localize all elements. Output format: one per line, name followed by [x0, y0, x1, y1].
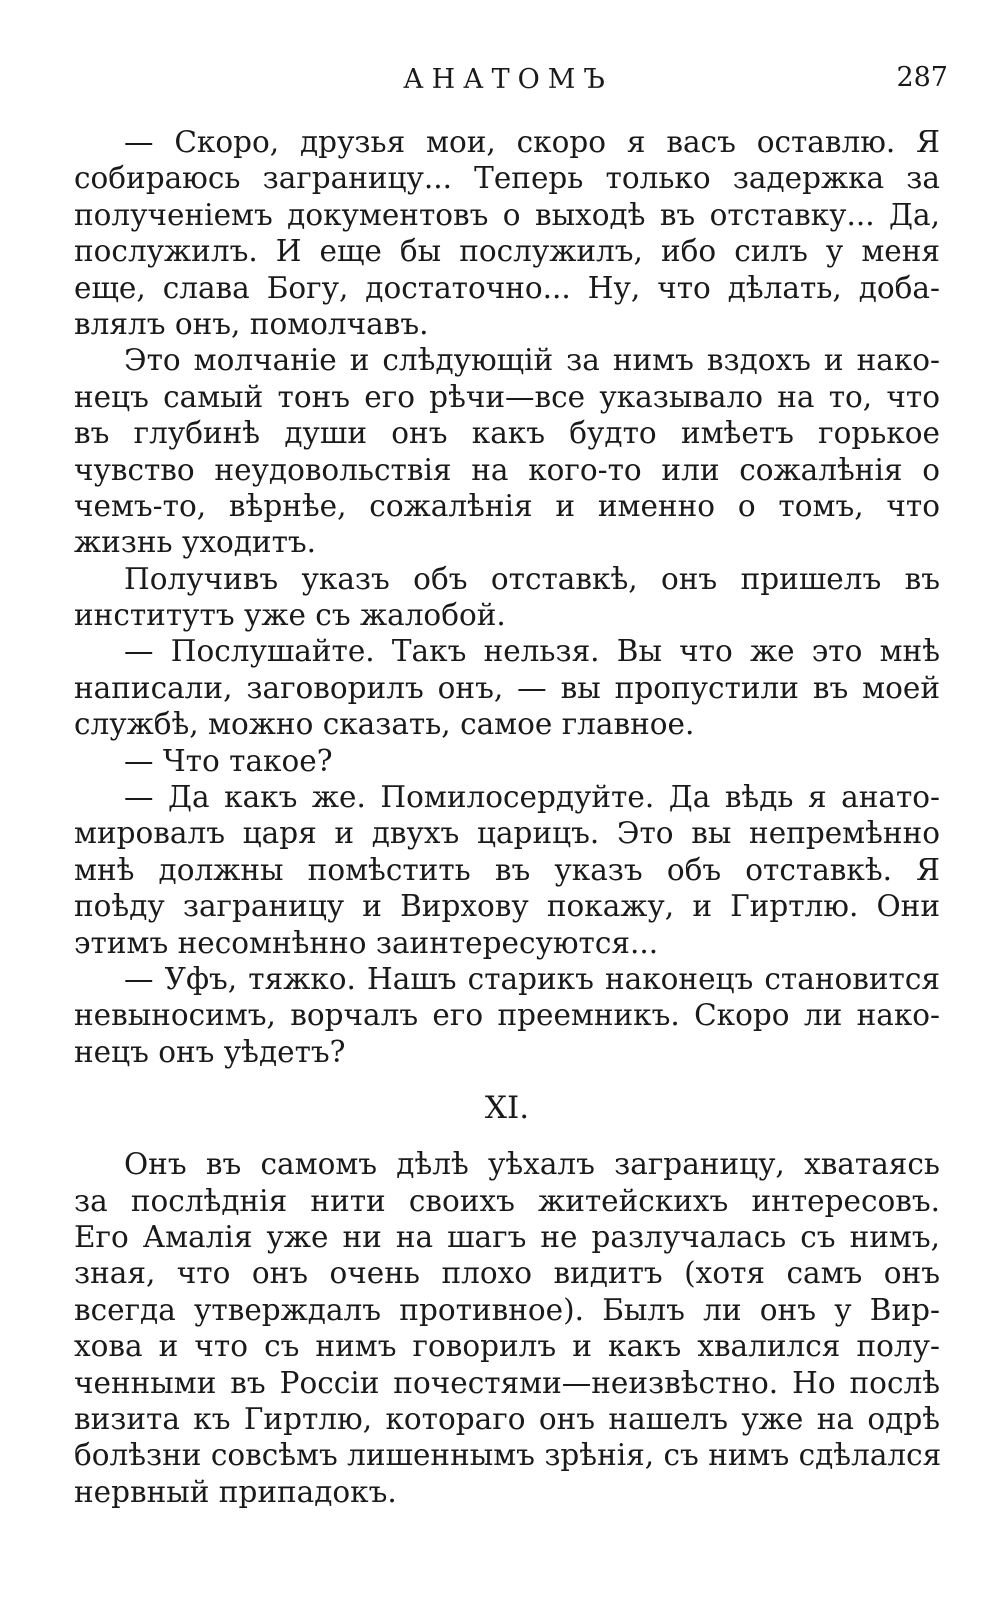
- text-line: Онъ въ самомъ дѣлѣ уѣхалъ заграницу, хватаясь: [124, 1147, 940, 1182]
- text-line: чувство неудовольствія на кого-то или сожалѣнія о: [74, 452, 940, 487]
- text-section-before-chapter: [74, 124, 940, 1070]
- text-line: этимъ несомнѣнно заинтересуются...: [74, 925, 659, 960]
- text-line: поѣду заграницу и Вирхову покажу, и Гиртлю. Они: [74, 889, 940, 924]
- text-line: — Уфъ, тяжко. Нашъ старикъ наконецъ становится: [124, 961, 940, 996]
- text-line: нервный припадокъ.: [74, 1474, 397, 1509]
- text-line: Это молчаніе и слѣдующій за нимъ вздохъ и нако-: [124, 343, 940, 378]
- text-line: службѣ, можно сказать, самое главное.: [74, 707, 695, 742]
- text-line: ченными въ Россіи почестями—неизвѣстно. Но послѣ: [74, 1365, 940, 1400]
- text-section-chapter-xi: [74, 1146, 940, 1510]
- text-line: хова и что съ нимъ говорилъ и какъ хвалился полу-: [74, 1329, 940, 1364]
- text-line: нецъ онъ уѣдетъ?: [74, 1034, 346, 1069]
- text-line: Получивъ указъ объ отставкѣ, онъ пришелъ въ: [124, 561, 940, 596]
- text-line: — Что такое?: [124, 743, 333, 778]
- text-line: невыносимъ, ворчалъ его преемникъ. Скоро ли нако-: [74, 998, 940, 1033]
- text-line: всегда утверждалъ противное). Былъ ли онъ у Вир-: [74, 1292, 940, 1327]
- text-line: написали, заговорилъ онъ, — вы пропустили въ моей: [74, 670, 940, 705]
- text-line: полученіемъ документовъ о выходѣ въ отставку... Да,: [74, 197, 940, 232]
- body-text: [74, 124, 940, 1510]
- text-line: влялъ онъ, помолчавъ.: [74, 306, 429, 341]
- text-line: — Послушайте. Такъ нельзя. Вы что же это мнѣ: [124, 634, 940, 669]
- page-number: 287: [896, 62, 948, 93]
- text-line: мнѣ должны помѣстить въ указъ объ отставкѣ. Я: [74, 852, 940, 887]
- text-line: институтъ уже съ жалобой.: [74, 598, 506, 633]
- chapter-heading: XI.: [484, 1090, 530, 1127]
- text-line: еще, слава Богу, достаточно... Ну, что дѣлать, доба-: [74, 270, 940, 305]
- text-line: за послѣднія нити своихъ житейскихъ интересовъ.: [74, 1183, 940, 1218]
- text-line: Его Амалія уже ни на шагъ не разлучалась съ нимъ,: [74, 1219, 940, 1254]
- text-line: жизнь уходитъ.: [74, 525, 317, 560]
- text-line: чемъ-то, вѣрнѣе, сожалѣнія и именно о томъ, что: [74, 488, 940, 523]
- text-line: болѣзни совсѣмъ лишеннымъ зрѣнія, съ нимъ сдѣлался: [74, 1438, 942, 1473]
- text-line: визита къ Гиртлю, котораго онъ нашелъ уже на одрѣ: [74, 1401, 940, 1436]
- text-line: нецъ самый тонъ его рѣчи—все указывало на то, что: [74, 379, 940, 414]
- text-line: — Да какъ же. Помилосердуйте. Да вѣдь я анато-: [124, 780, 940, 815]
- text-line: зная, что онъ очень плохо видитъ (хотя самъ онъ: [74, 1256, 940, 1291]
- text-line: собираюсь заграницу... Теперь только задержка за: [74, 161, 940, 196]
- text-line: — Скоро, друзья мои, скоро я васъ оставлю. Я: [124, 125, 940, 159]
- page-header: [74, 0, 948, 110]
- text-line: въ глубинѣ души онъ какъ будто имѣетъ горькое: [74, 416, 940, 451]
- text-line: послужилъ. И еще бы послужилъ, ибо силъ у меня: [74, 234, 940, 269]
- text-line: мировалъ царя и двухъ царицъ. Это вы непремѣнно: [74, 816, 940, 851]
- running-title: АНАТОМЪ: [403, 64, 613, 95]
